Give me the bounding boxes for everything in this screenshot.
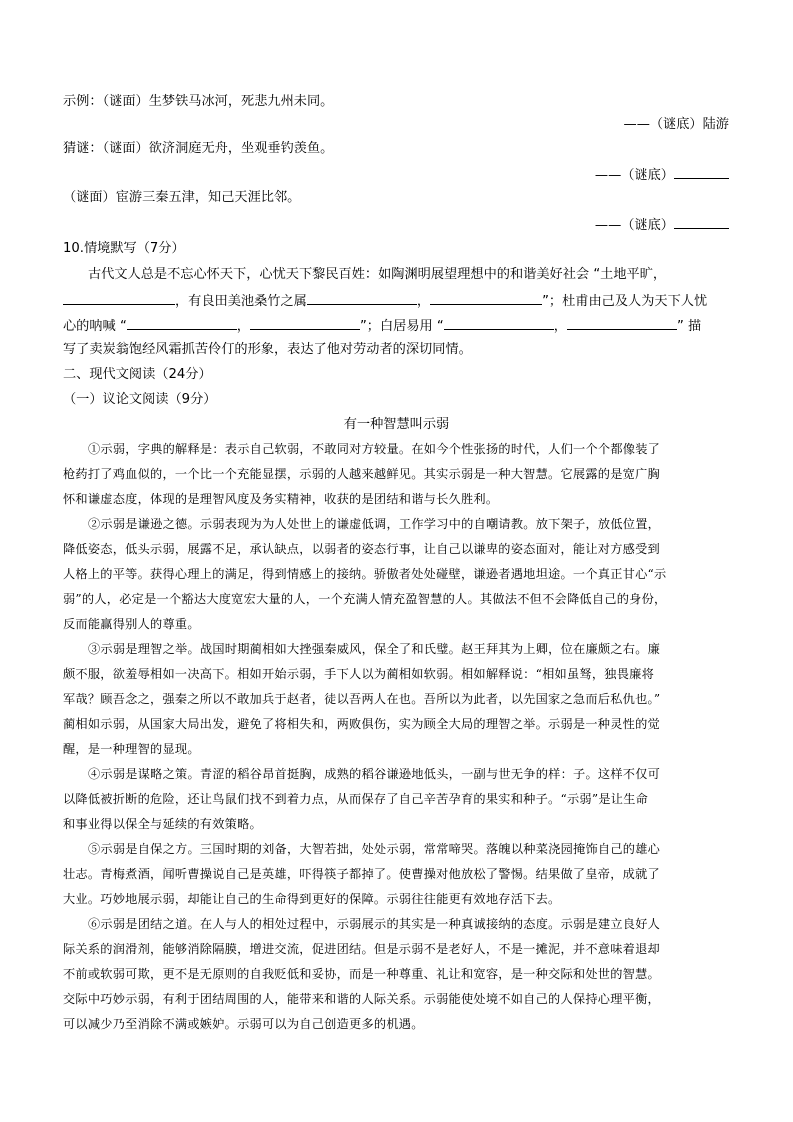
q10-blank-1[interactable]	[63, 291, 175, 305]
section-title: 二、现代文阅读（24分）	[63, 367, 212, 382]
article-line: 壮志。青梅煮酒，闻听曹操说自己是英雄，吓得筷子都掉了。使曹操对他放松了警惕。结果做了皇帝，成就了	[63, 867, 660, 881]
article-line: 弱”的人，必定是一个豁达大度宽宏大量的人，一个充满人情充盈智慧的人。其做法不但不会降低自己的身份，	[63, 592, 667, 606]
article-line: 怀和谦虚态度，体现的是理智风度及务实精神，收获的是团结和谐与长久胜利。	[63, 492, 499, 506]
article-line: 可以减少乃至消除不满或嫉妒。示弱可以为自己创造更多的机遇。	[63, 1017, 424, 1031]
article-line: ⑤示弱是自保之方。三国时期的刘备，大智若拙，处处示弱，常常啼哭。落魄以种菜浇园掩饰自己的雄心	[88, 842, 661, 856]
article-line: 以降低被折断的危险，还让鸟鼠们找不到着力点，从而保存了自己辛苦孕育的果实和种子。“示弱”是让生命	[63, 792, 649, 806]
q10-blank-3[interactable]	[430, 291, 542, 305]
q10-blank-5[interactable]	[250, 316, 360, 330]
q10-line-2-mid: ，有良田美池桑竹之属	[175, 294, 307, 309]
article-line: 颇不服，欲羞辱相如一决高下。相如开始示弱，手下人以为蔺相如软弱。相如解释说：“相如虽驽，独畏廉将	[63, 667, 655, 681]
q10-line-3-start: 心的呐喊 “	[63, 319, 127, 334]
riddle-answer-1-blank[interactable]	[674, 165, 729, 179]
riddle-guess-1: 猜谜：（谜面）欲济洞庭无舟，坐观垂钓羡鱼。	[63, 141, 334, 156]
article-line: ③示弱是理智之举。战国时期蔺相如大挫强秦威风，保全了和氏璧。赵王拜其为上卿，位在廉颇之右。廉	[88, 642, 661, 656]
article-line: ①示弱，字典的解释是：表示自己软弱，不敢同对方较量。在如今个性张扬的时代，人们一个个都像装了	[88, 442, 661, 456]
q10-line-3-mid: ”；白居易用 “	[359, 319, 444, 334]
q10-line-2-end: ”；杜甫由己及人为天下人忧	[542, 294, 708, 309]
article-line: 枪药打了鸡血似的，一个比一个充能显摆，示弱的人越来越鲜见。其实示弱是一种大智慧。它展露的是宽广胸	[63, 467, 660, 481]
article-line: 军哉？顾吾念之，强秦之所以不敢加兵于赵者，徒以吾两人在也。吾所以为此者，以先国家之急而后私仇也。”	[63, 692, 661, 706]
article-line: 际关系的润滑剂，能够消除隔膜，增进交流，促进团结。但是示弱不是老好人，不是一摊泥，并不意味着退却	[63, 942, 660, 956]
article-line: 大业。巧妙地展示弱，却能让自己的生命得到更好的保障。示弱往往能更有效地存活下去。	[63, 892, 561, 906]
q10-blank-2[interactable]	[307, 291, 417, 305]
article-line: ⑥示弱是团结之道。在人与人的相处过程中，示弱展示的其实是一种真诚接纳的态度。示弱是建立良好人	[88, 917, 661, 931]
article-line: 反而能赢得别人的尊重。	[63, 617, 200, 631]
q10-comma-1: ，	[416, 294, 431, 309]
article-line: 醒，是一种理智的显现。	[63, 742, 200, 756]
q10-blank-6[interactable]	[444, 316, 554, 330]
article-line: 蔺相如示弱，从国家大局出发，避免了将相失和，两败俱伤，实为顾全大局的理智之举。示弱是一种灵性的觉	[63, 717, 660, 731]
article-line: 降低姿态，低头示弱，展露不足，承认缺点，以弱者的姿态行事，让自己以谦卑的姿态面对，能让对方感受到	[63, 542, 660, 556]
riddle-example: 示例：（谜面）生梦铁马冰河，死悲九州未同。	[63, 94, 334, 109]
article-title: 有一种智慧叫示弱	[343, 417, 450, 432]
riddle-answer-1	[595, 165, 729, 185]
riddle-answer-2-blank[interactable]	[674, 215, 729, 229]
q10-blank-7[interactable]	[567, 316, 677, 330]
q10-comma-3: ，	[553, 319, 567, 334]
riddle-face-2: （谜面）宦游三秦五津，知己天涯比邻。	[63, 190, 301, 205]
q10-line-3-end: ” 描	[676, 319, 702, 334]
riddle-answer-1-prefix: ——（谜底）	[594, 168, 674, 183]
q10-line-1: 古代文人总是不忘心怀天下，心忧天下黎民百姓：如陶渊明展望理想中的和谐美好社会 “土地平旷，	[88, 267, 667, 282]
q10-comma-2: ，	[236, 319, 250, 334]
riddle-answer-2	[595, 215, 729, 235]
riddle-answer-2-prefix: ——（谜底）	[594, 218, 674, 233]
q10-line-2	[63, 291, 707, 311]
article-line: 人格上的平等。获得心理上的满足，得到情感上的接纳。骄傲者处处碰壁，谦逊者遇地坦途。一个真正甘心“示	[63, 567, 667, 581]
q10-line-3	[63, 316, 701, 336]
q10-blank-4[interactable]	[127, 316, 237, 330]
article-line: 交际中巧妙示弱，有利于团结周围的人，能带来和谐的人际关系。示弱能使处境不如自己的人保持心理平衡，	[63, 992, 660, 1006]
article-line: ②示弱是谦逊之德。示弱表现为为人处世上的谦虚低调，工作学习中的自嘲请教。放下架子，放低位置，	[88, 517, 661, 531]
article-line: ④示弱是谋略之策。青涩的稻谷昂首挺胸，成熟的稻谷谦逊地低头，一副与世无争的样：子。这样不仅可	[88, 767, 661, 781]
section-subtitle: （一）议论文阅读（9分）	[63, 392, 217, 407]
riddle-example-answer: ——（谜底）陆游	[623, 117, 729, 132]
article-line: 不前或软弱可欺，更不是无原则的自我贬低和妥协，而是一种尊重、礼让和宽容，是一种交际和处世的智慧。	[63, 967, 660, 981]
q10-heading: 10.情境默写（7分）	[63, 241, 185, 256]
article-line: 和事业得以保全与延续的有效策略。	[63, 817, 262, 831]
q10-line-4: 写了卖炭翁饱经风霜抓苦伶仃的形象，表达了他对劳动者的深切同情。	[63, 342, 472, 357]
